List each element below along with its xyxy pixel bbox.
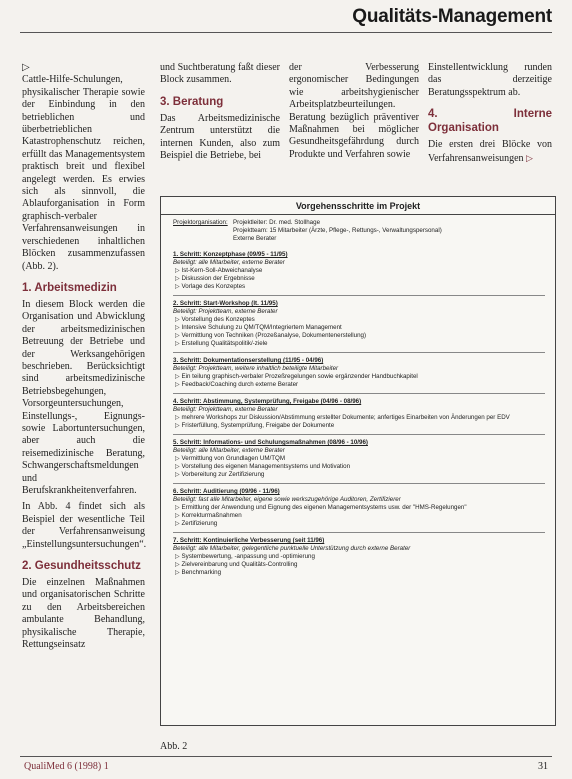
step-item: ▷ Zielvereinbarung und Qualitäts-Controlling: [175, 561, 298, 568]
step-participants: Beteiligt: fast alle Mitarbeiter, eigene sowie werkszugehörige Auditoren, Zertifizierer: [173, 496, 401, 503]
org-lines: [233, 219, 442, 243]
column-3: [289, 62, 419, 165]
org-row: [173, 219, 555, 243]
heading-arbeitsmedizin: 1. Arbeitsmedizin: [22, 281, 117, 294]
step-item: ▷ Vermittlung von Grundlagen UM/TQM: [175, 455, 285, 462]
heading-gesundheitsschutz: 2. Gesundheitsschutz: [22, 560, 141, 573]
step-title: 4. Schritt: Abstimmung, Systemprüfung, Freigabe (04/96 - 08/96): [173, 398, 362, 405]
step-item: ▷ Vorbereitung zur Zertifizierung: [175, 471, 265, 478]
step-title: 3. Schritt: Dokumentationserstellung (11/95 - 04/96): [173, 357, 324, 364]
step-item: ▷ Korrekturmaßnahmen: [175, 512, 242, 519]
col1-intro: ▷ Cattle-Hilfe-Schulungen, physikalischer Therapie sowie der Einbindung in den betrieblichen und überbetrieblichen Katastrophenschutz reichen, erfüllt das Managementsystem praktisch breit und flexibel angelegt werden. Es erwies sich als sinnvoll, die Ablauforganisation in Form graphisch-verbaler Verfahrensanweisungen in verschiedenen inhaltlichen Blöcken zusammenzufassen (Abb. 2).: [22, 62, 145, 272]
heading-interne-organisation: 4. Interne Organisation: [428, 108, 552, 135]
column-1: [22, 62, 145, 655]
step-title: 6. Schritt: Auditierung (09/96 - 11/96): [173, 488, 280, 495]
step-participants: Beteiligt: alle Mitarbeiter, gelegentliche punktuelle Unterstützung durch externe Berater: [173, 545, 411, 552]
header-rule: [20, 32, 552, 33]
col2-paragraph-2: Das Arbeitsmedizinische Zentrum unterstützt die internen Kunden, also zum Beispiel die Betriebe, bei: [160, 112, 280, 162]
step-block: [173, 295, 545, 348]
step-item: ▷ mehrere Workshops zur Diskussion/Abstimmung erstellter Dokumente; anfertiges Einarbeiten von Änderungen per EDV: [175, 414, 510, 421]
step-item: ▷ Vorlage des Konzeptes: [175, 283, 246, 290]
step-block: [173, 434, 545, 479]
step-item: ▷ Vorstellung des Konzeptes: [175, 316, 255, 323]
step-item: ▷ Fristerfüllung, Systemprüfung, Freigabe der Dokumente: [175, 422, 335, 429]
org-line: Projektteam: 15 Mitarbeiter (Ärzte, Pflege-, Rettungs-, Verwaltungspersonal): [233, 227, 442, 234]
col1-paragraph-3: Die einzelnen Maßnahmen und organisatorischen Schritte zu den Arbeitsbereichen ambulante Behandlung, physikalische Therapie, Rettungseinsatz: [22, 577, 145, 651]
step-title: 2. Schritt: Start-Workshop (lt. 11/95): [173, 300, 278, 307]
col1-paragraph-1: In diesem Block werden die Organisation und Abwicklung der arbeitsmedizinischen Betreuung der Betriebe und der Werksangehörigen beschrieben. Berücksichtigt sind arbeitsmedizinische Betriebsbegehungen, Vorsorgeuntersuchungen, Einstellungs-, Eignungs- sowie Labortuntersuchungen, aber auch die reisemedizinische Beratung, Schwangerschaftsmeldungen und Berufskrankheitenverfahren.: [22, 298, 145, 496]
step-item: ▷ Zertifizierung: [175, 520, 218, 527]
step-block: [173, 247, 545, 291]
figure-title: Vorgehensschritte im Projekt: [161, 197, 555, 215]
page-header-title: Qualitäts-Management: [352, 6, 552, 27]
step-item: ▷ Erstellung Qualitätspolitik/-ziele: [175, 340, 268, 347]
footer-rule: [20, 756, 552, 757]
step-block: [173, 483, 545, 528]
org-line: Externe Berater: [233, 235, 277, 242]
heading-beratung: 3. Beratung: [160, 95, 224, 108]
step-item: ▷ Feedback/Coaching durch externe Berater: [175, 381, 299, 388]
col1-paragraph-2: In Abb. 4 findet sich als Beispiel der wesentliche Teil der Verfahrensanweisung „Einstellungsuntersuchungen“.: [22, 501, 147, 550]
col4-paragraph-2-text: Die ersten drei Blöcke von Verfahrensanweisungen: [428, 139, 552, 164]
step-block: [173, 393, 545, 430]
step-item: ▷ Ein teilung graphisch-verbaler Prozeßregelungen sowie ergänzender Handbuchkapitel: [175, 373, 418, 380]
step-item: ▷ Vorstellung des eigenen Managementsystems und Motivation: [175, 463, 351, 470]
figure-caption: Abb. 2: [160, 741, 188, 752]
figure-box: [160, 196, 556, 726]
step-item: ▷ Ist-Kern-Soll-Abweichanalyse: [175, 267, 263, 274]
col2-paragraph-1: und Suchtberatung faßt dieser Block zusammen.: [160, 62, 280, 86]
project-organisation: [173, 219, 555, 243]
step-item: ▷ Ermittlung der Anwendung und Eignung des eigenen Managementsystems usw. der "HMS-Regelungen": [175, 504, 467, 511]
step-item: ▷ Intensive Schulung zu QM/TQM/Integriertem Management: [175, 324, 342, 331]
column-4: [428, 62, 552, 169]
step-participants: Beteiligt: alle Mitarbeiter, externe Berater: [173, 259, 285, 266]
col4-paragraph-2: [428, 139, 552, 165]
col4-paragraph-1: Einstellentwicklung runden das derzeitige Beratungsspektrum ab.: [428, 62, 552, 98]
page-number: 31: [538, 761, 548, 772]
steps-list: [161, 247, 555, 577]
step-participants: Beteiligt: Projektteam, externe Berater: [173, 308, 278, 315]
step-participants: Beteiligt: Projektteam, weitere inhaltlich beteiligte Mitarbeiter: [173, 365, 339, 372]
journal-citation: QualiMed 6 (1998) 1: [24, 761, 109, 772]
column-2: [160, 62, 280, 166]
step-block: [173, 532, 545, 577]
step-participants: Beteiligt: alle Mitarbeiter, externe Berater: [173, 447, 285, 454]
step-title: 1. Schritt: Konzeptphase (09/95 - 11/95): [173, 251, 288, 258]
org-line: Projektleiter: Dr. med. Stollhage: [233, 219, 321, 226]
col3-paragraph-1: der Verbesserung ergonomischer Bedingungen wie arbeitshygienischer Arbeitsplatzbeurteilungen. Beratung bezüglich präventiver Maßnahmen bei möglicher Gesundheitsgefährdung durch Produkte und Verfahren sowie: [289, 62, 419, 160]
step-item: ▷ Vermittlung von Techniken (Prozeßanalyse, Dokumentenerstellung): [175, 332, 367, 339]
step-item: ▷ Benchmarking: [175, 569, 222, 576]
step-block: [173, 352, 545, 389]
continue-arrow-icon: ▷: [526, 152, 533, 163]
step-item: ▷ Diskussion der Ergebnisse: [175, 275, 255, 282]
step-item: ▷ Systembewertung, -anpassung und -optimierung: [175, 553, 315, 560]
org-key: Projektorganisation:: [173, 219, 228, 226]
step-title: 7. Schritt: Kontinuierliche Verbesserung (seit 11/96): [173, 537, 325, 544]
step-title: 5. Schritt: Informations- und Schulungsmaßnahmen (08/96 - 10/96): [173, 439, 368, 446]
step-participants: Beteiligt: Projektteam, externe Berater: [173, 406, 278, 413]
